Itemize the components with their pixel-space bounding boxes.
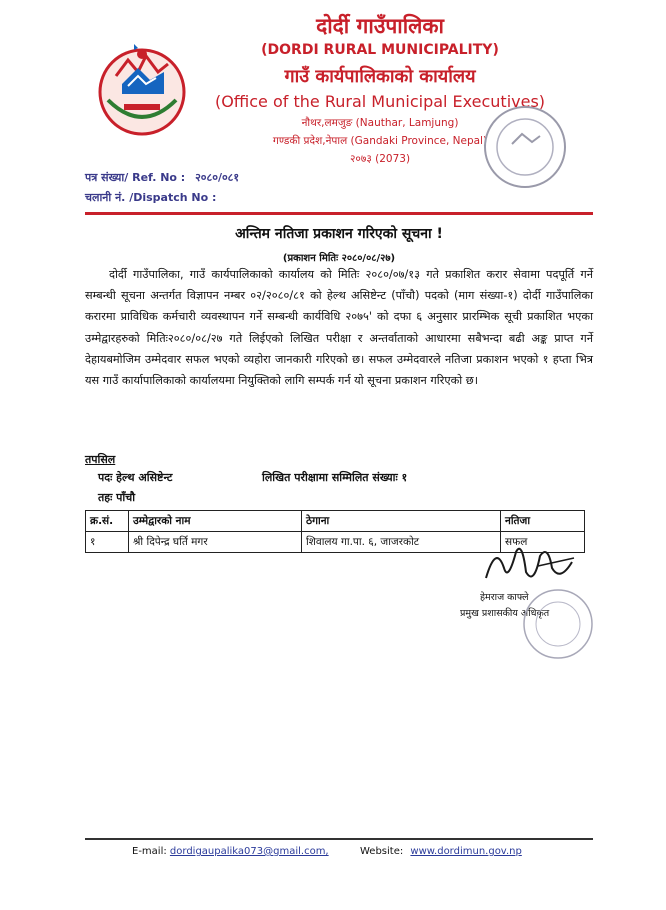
- municipality-name-nepali: दोर्दी गाउँपालिका: [316, 14, 444, 38]
- header-address: ठेगाना: [302, 511, 501, 532]
- address-line-2: गण्डकी प्रदेश,नेपाल (Gandaki Province, Nepal): [272, 135, 488, 147]
- cell-address: शिवालय गा.पा. ६, जाजरकोट: [302, 532, 501, 553]
- notice-body: दोर्दी गाउँपालिका, गाउँ कार्यपालिकाको कार्यालय को मितिः २०८०/०७/१३ गते प्रकाशित करार सेवामा पदपूर्ति गर्ने सम्बन्धी सूचना अन्तर्गत विज्ञापन नम्बर ०२/२०८०/८१ को हेल्थ असिष्टेन्ट (पाँचौ) पदको (माग संख्या-१) दोर्दी गाउँपालिका करारमा प्राविधिक कर्मचारी व्यवस्थापन गर्ने सम्बन्धी कार्यविधि २०७५' को दफा ६ अनुसार प्रारम्भिक सूची प्रकाशित भएका उम्मेद्वारहरुको मितिः२०८०/०८/२७ गते लिईएको लिखित परीक्षा र अन्तर्वाताको आधारमा सबैभन्दा बढी अङ्क प्राप्त गर्ने देहायबमोजिम उम्मेदवार सफल भएको व्यहोरा जानकारी गरिएको छ। सफल उम्मेदवारले नतिजा प्रकाशन भएको १ हप्ता भित्र यस गाउँ कार्यापालिकाको कार्यालयमा नियुक्तिको लागि सम्पर्क गर्न यो सूचना प्रकाशन गरिएको छ।: [85, 268, 593, 388]
- office-name-english: (Office of the Rural Municipal Executives): [214, 92, 546, 111]
- signatory-name: हेमराज काफ्ले: [480, 592, 529, 603]
- municipality-name-english: (DORDI RURAL MUNICIPALITY): [261, 42, 499, 58]
- footer-email: [132, 846, 329, 857]
- email-link[interactable]: dordigaupalika073@gmail.com,: [169, 846, 329, 857]
- office-name-nepali: गाउँ कार्यपालिकाको कार्यालय: [284, 66, 476, 87]
- cell-result: सफल: [501, 532, 585, 553]
- website-label: Website:: [360, 846, 404, 857]
- handwritten-signature: [478, 538, 578, 588]
- details-heading: तपसिल: [85, 453, 116, 466]
- header-result: नतिजा: [501, 511, 585, 532]
- ref-value: २०८०/०८१: [195, 171, 240, 184]
- email-label: E-mail:: [132, 846, 167, 857]
- post-label: पदः हेल्थ असिष्टेन्ट: [98, 471, 173, 484]
- header-candidate-name: उम्मेद्वारको नाम: [129, 511, 302, 532]
- cell-serial: १: [86, 532, 129, 553]
- footer-divider: [85, 838, 593, 840]
- notice-title: अन्तिम नतिजा प्रकाशन गरिएको सूचना !: [235, 226, 443, 242]
- publication-date: (प्रकाशन मितिः २०८०/०८/२७): [282, 253, 396, 264]
- exam-count-label: लिखित परीक्षामा सम्मिलित संख्याः १: [262, 471, 408, 484]
- website-link[interactable]: www.dordimun.gov.np: [410, 846, 522, 857]
- office-stamp: [482, 104, 568, 190]
- ref-number: [85, 170, 239, 185]
- header-divider: [85, 212, 593, 215]
- level-label: तहः पाँचौ: [98, 491, 136, 504]
- dispatch-number: चलानी नं. /Dispatch No :: [85, 191, 217, 204]
- footer-website: [360, 846, 522, 857]
- ref-label: पत्र संख्या/ Ref. No :: [85, 171, 186, 184]
- address-line-1: नौथर,लमजुङ (Nauthar, Lamjung): [301, 117, 459, 129]
- officer-stamp: [520, 586, 596, 662]
- signatory-role: प्रमुख प्रशासकीय अधिकृत: [460, 608, 550, 619]
- table-header-row: [86, 511, 585, 532]
- established-year: २०७३ (2073): [349, 153, 411, 165]
- header-serial: क्र.सं.: [86, 511, 129, 532]
- cell-candidate-name: श्री दिपेन्द्र घर्ति मगर: [129, 532, 302, 553]
